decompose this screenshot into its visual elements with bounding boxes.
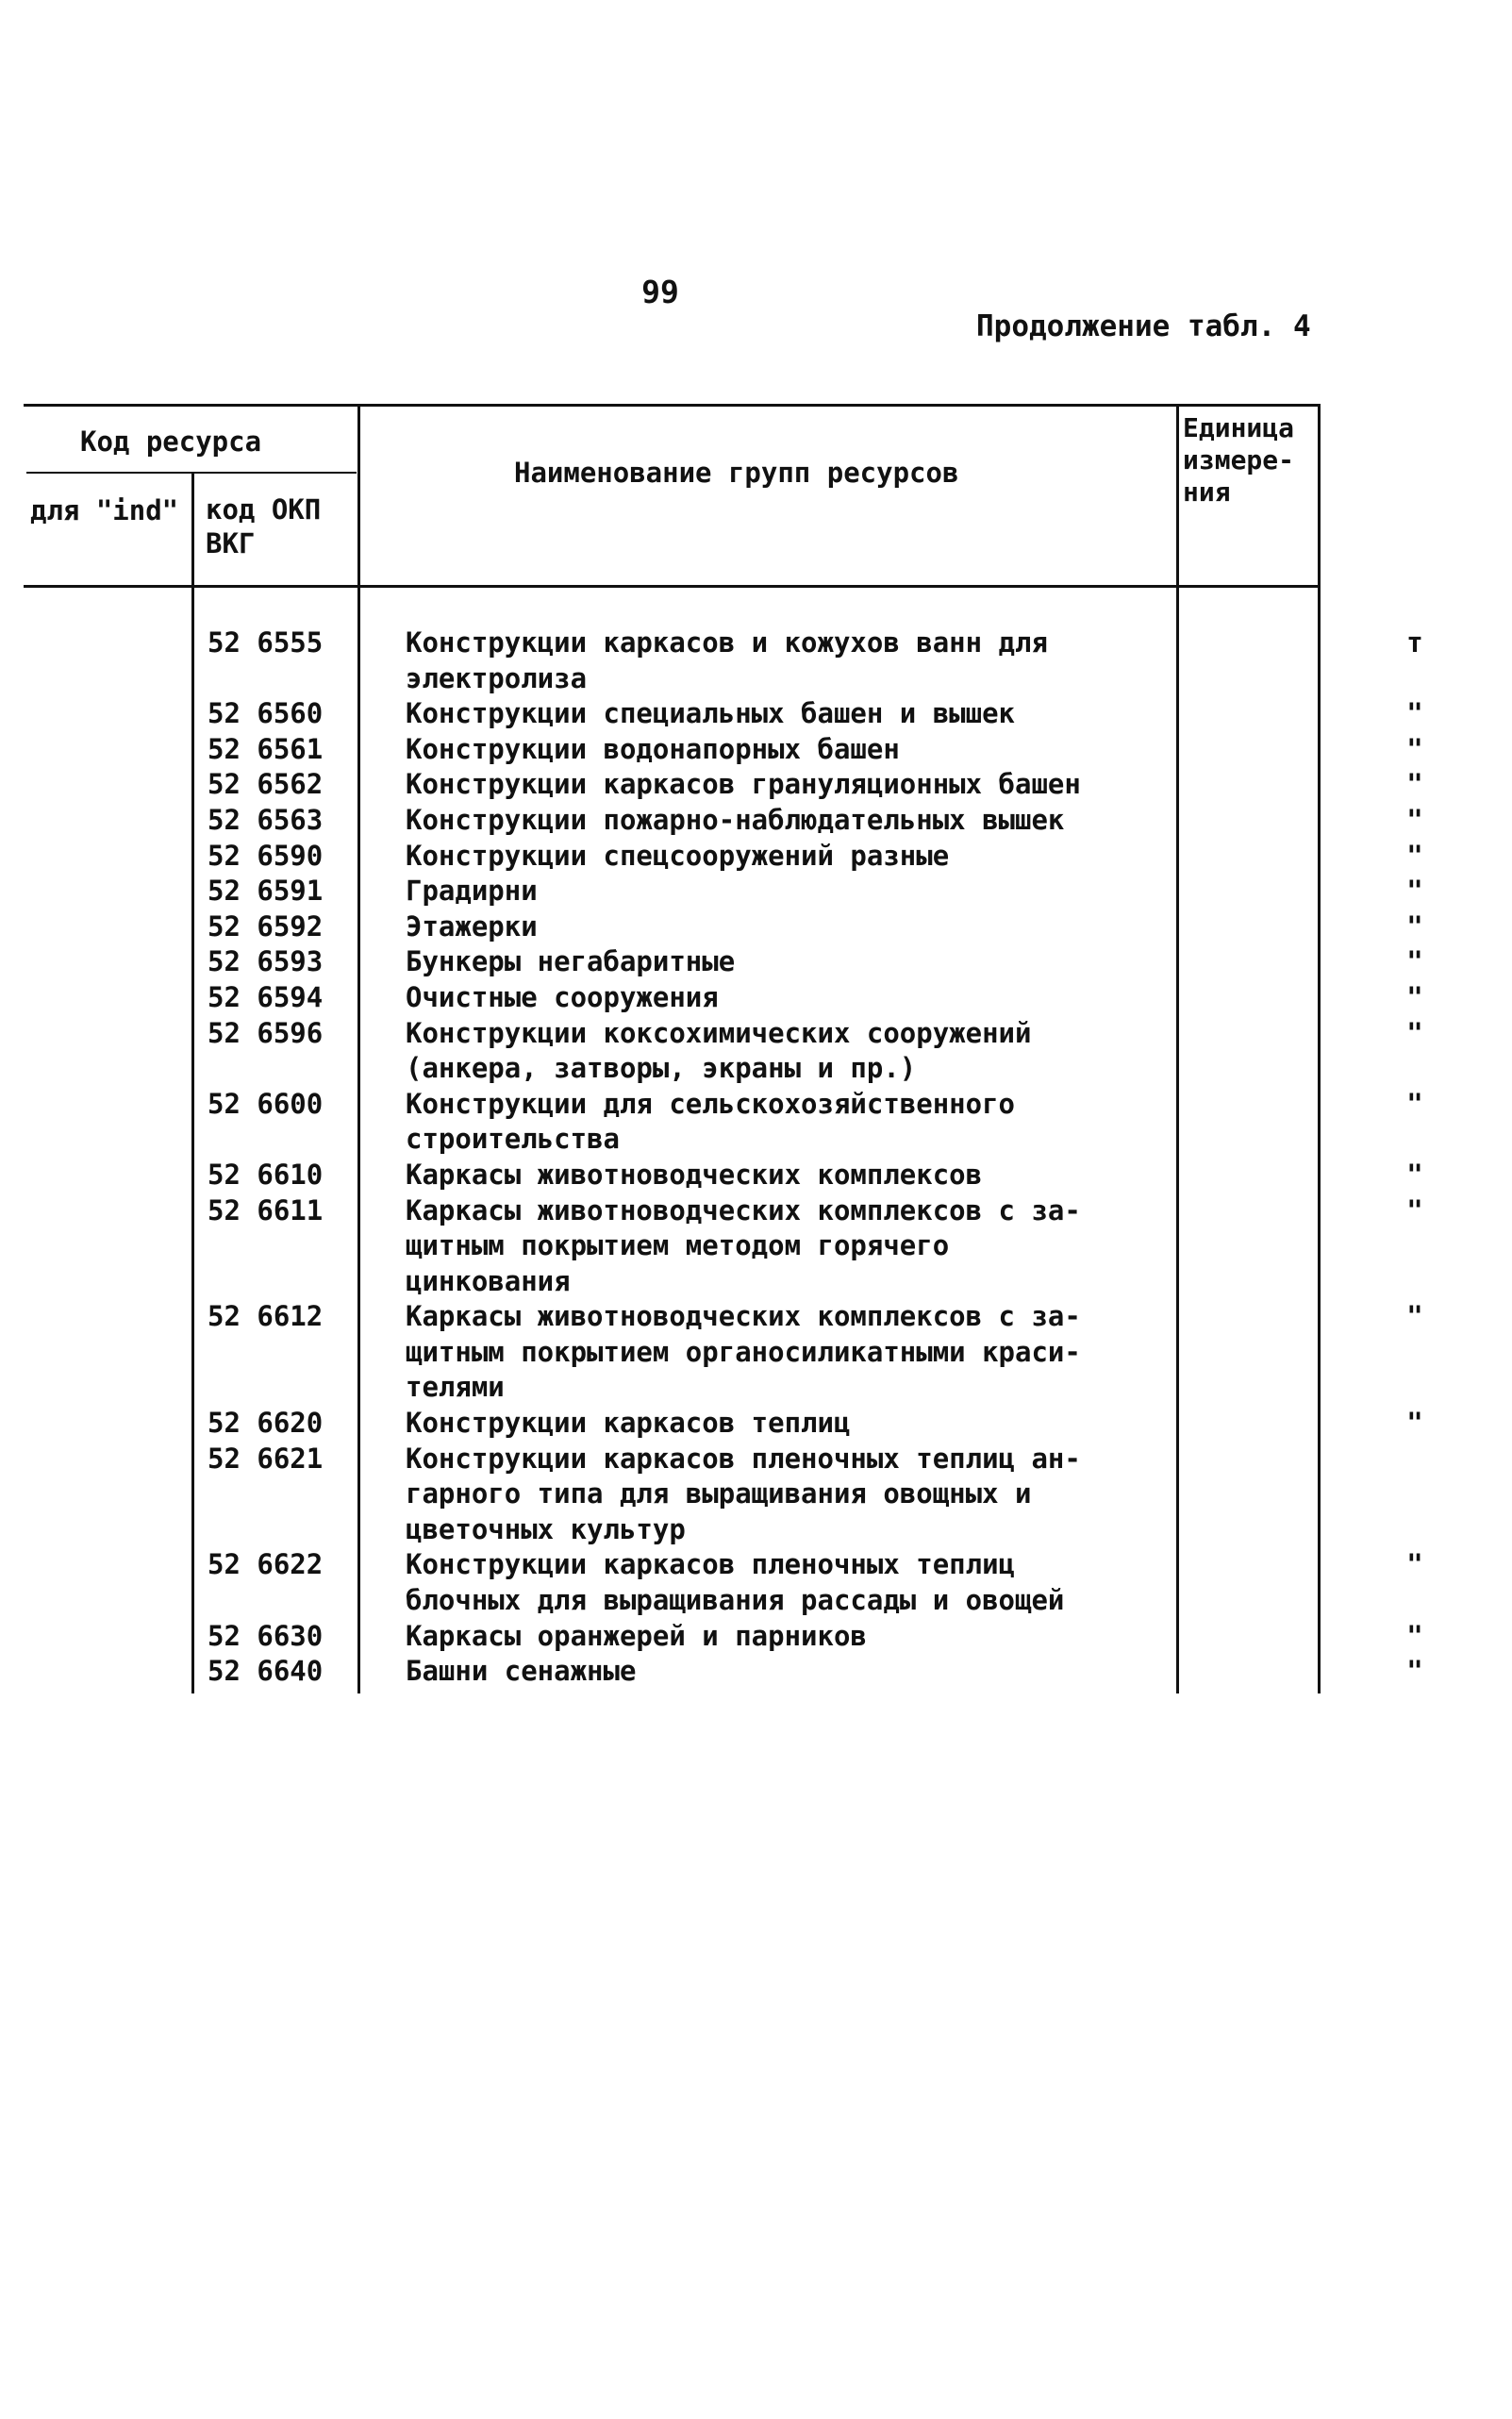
table-continuation-label: Продолжение табл. 4: [976, 309, 1311, 343]
resource-code-cell: 52 6612: [208, 1300, 324, 1333]
unit-cell: т: [1406, 626, 1423, 659]
table-row: [0, 767, 1512, 803]
table-row: [0, 980, 1512, 1016]
unit-cell: ": [1406, 697, 1423, 730]
resource-code-cell: 52 6630: [208, 1619, 324, 1652]
unit-cell: ": [1406, 875, 1423, 908]
resource-code-cell: 52 6561: [208, 732, 324, 765]
unit-cell: ": [1406, 1300, 1423, 1333]
resource-group-name-cell: Градирни: [406, 875, 538, 908]
resource-code-cell: 52 6594: [208, 980, 324, 1013]
resource-group-name-cell: Конструкции специальных башен и вышек: [406, 697, 1016, 730]
resource-code-cell: 52 6620: [208, 1407, 324, 1440]
header-bottom-border: [24, 585, 1321, 588]
resource-code-cell: 52 6596: [208, 1016, 324, 1049]
resource-group-name-cell: Конструкции каркасов теплиц: [406, 1407, 851, 1440]
unit-cell: ": [1406, 1193, 1423, 1226]
resource-group-name-cell: Конструкции для сельскохозяйственного строительства: [406, 1087, 1016, 1156]
resource-code-cell: 52 6592: [208, 909, 324, 943]
resource-group-name-cell: Конструкции каркасов пленочных теплиц блочных для выращивания рассады и овощей: [406, 1548, 1065, 1617]
table-row: [0, 803, 1512, 839]
resource-code-cell: 52 6610: [208, 1158, 324, 1191]
resource-group-name-cell: Каркасы животноводческих комплексов с за- щитным покрытием органосиликатными краси- телями: [406, 1300, 1081, 1404]
resource-code-cell: 52 6560: [208, 697, 324, 730]
table-row: [0, 874, 1512, 909]
resource-group-name-cell: Конструкции коксохимических сооружений (анкера, затворы, экраны и пр.): [406, 1016, 1032, 1085]
resource-code-cell: 52 6591: [208, 875, 324, 908]
unit-cell: ": [1406, 768, 1423, 801]
header-for-ind: для "ind": [30, 494, 179, 526]
resource-code-cell: 52 6611: [208, 1193, 324, 1226]
unit-cell: ": [1406, 1548, 1423, 1581]
page-number: 99: [641, 274, 679, 310]
resource-group-name-cell: Башни сенажные: [406, 1655, 637, 1688]
unit-cell: ": [1406, 980, 1423, 1013]
header-okp-code-line1: код ОКП: [206, 493, 322, 526]
resource-group-name-cell: Конструкции пожарно-наблюдательных вышек: [406, 803, 1065, 836]
unit-cell: ": [1406, 909, 1423, 943]
table-row: [0, 1654, 1512, 1690]
resource-group-name-cell: Каркасы животноводческих комплексов с за- щитным покрытием методом горячего цинкования: [406, 1193, 1081, 1297]
table-row: [0, 1016, 1512, 1087]
resource-group-name-cell: Конструкции водонапорных башен: [406, 732, 900, 765]
header-okp-code-line2: ВКГ: [206, 527, 256, 559]
unit-cell: ": [1406, 1655, 1423, 1688]
resource-group-name-cell: Каркасы оранжерей и парников: [406, 1619, 867, 1652]
unit-cell: ": [1406, 1407, 1423, 1440]
table-row: [0, 1547, 1512, 1618]
table-row: [0, 1406, 1512, 1442]
resource-code-cell: 52 6600: [208, 1087, 324, 1120]
resource-group-name-cell: Конструкции каркасов и кожухов ванн для электролиза: [406, 626, 1048, 694]
table-row: [0, 732, 1512, 768]
table-row: [0, 696, 1512, 732]
resource-group-name-cell: Конструкции каркасов грануляционных башен: [406, 768, 1081, 801]
header-unit: [1183, 412, 1315, 509]
unit-cell: ": [1406, 945, 1423, 978]
header-resource-code: Код ресурса: [80, 425, 262, 458]
resource-group-name-cell: Бункеры негабаритные: [406, 945, 736, 978]
table-row: [0, 909, 1512, 945]
resource-group-name-cell: Каркасы животноводческих комплексов: [406, 1158, 983, 1191]
table-row: [0, 1193, 1512, 1300]
unit-cell: ": [1406, 839, 1423, 872]
resource-code-cell: 52 6640: [208, 1655, 324, 1688]
table-row: [0, 1299, 1512, 1406]
table-row: [0, 839, 1512, 875]
resource-code-cell: 52 6590: [208, 839, 324, 872]
unit-cell: ": [1406, 1158, 1423, 1191]
resource-code-cell: 52 6593: [208, 945, 324, 978]
unit-cell: ": [1406, 803, 1423, 836]
resource-code-cell: 52 6563: [208, 803, 324, 836]
table-row: [0, 626, 1512, 696]
resource-group-name-cell: Конструкции каркасов пленочных теплиц ан- гарного типа для выращивания овощных и цветочных культур: [406, 1442, 1081, 1545]
unit-cell: ": [1406, 732, 1423, 765]
resource-group-name-cell: Очистные сооружения: [406, 980, 719, 1013]
resource-group-name-cell: Этажерки: [406, 909, 538, 943]
table-row: [0, 1087, 1512, 1158]
table-row: [0, 1158, 1512, 1193]
header-unit-line3: ния: [1183, 476, 1231, 508]
unit-cell: ": [1406, 1016, 1423, 1049]
header-unit-line2: измере-: [1183, 444, 1295, 475]
table-row: [0, 1442, 1512, 1548]
resource-code-cell: 52 6622: [208, 1548, 324, 1581]
resource-group-name-cell: Конструкции спецсооружений разные: [406, 839, 950, 872]
unit-cell: ": [1406, 1619, 1423, 1652]
table-row: [0, 1619, 1512, 1655]
table-top-border: [24, 404, 1321, 407]
resource-code-cell: 52 6562: [208, 768, 324, 801]
resource-code-cell: 52 6621: [208, 1442, 324, 1475]
header-group-name: Наименование групп ресурсов: [514, 457, 959, 489]
resource-code-cell: 52 6555: [208, 626, 324, 659]
table-row: [0, 944, 1512, 980]
unit-cell: [1160, 1442, 1462, 1548]
unit-cell: ": [1406, 1087, 1423, 1120]
header-unit-line1: Единица: [1183, 412, 1295, 443]
table-body: [0, 626, 1512, 1690]
